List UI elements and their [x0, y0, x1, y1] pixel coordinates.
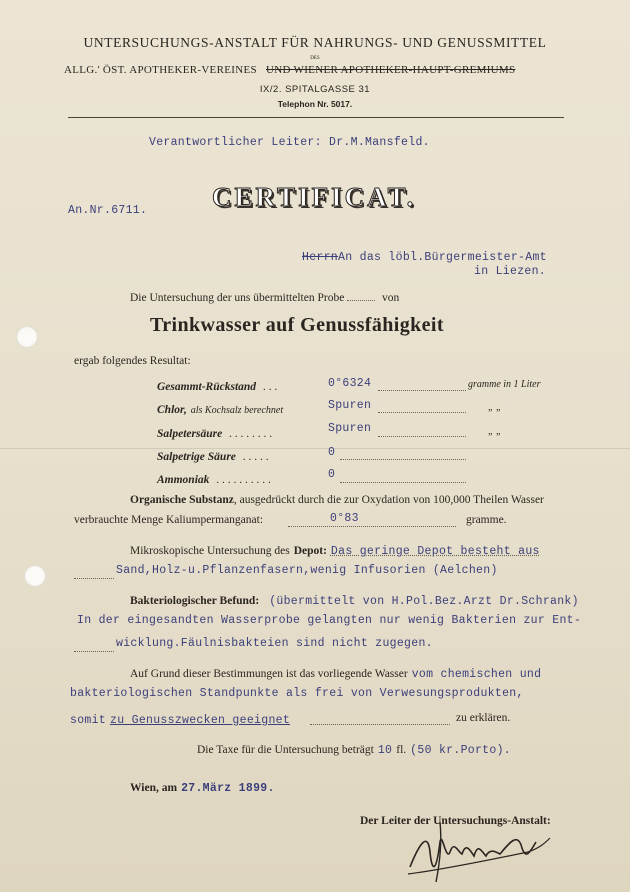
micro-line1 — [130, 541, 540, 559]
fee-prefix: Die Taxe für die Untersuchung beträgt — [197, 744, 374, 756]
result-value: 0 — [328, 468, 336, 481]
association-text: ALLG.' ÖST. APOTHEKER-VEREINES — [64, 64, 257, 76]
result-row: Gesammt-Rückstand . . . — [157, 381, 278, 393]
bact-colon: : — [255, 595, 260, 607]
result-row: Salpetrige Säure . . . . . — [157, 451, 269, 463]
dot-leader — [378, 378, 466, 396]
intro-text — [130, 290, 399, 304]
fee-currency: fl. — [396, 744, 407, 756]
result-label: Salpetrige Säure — [157, 451, 236, 463]
fee-line — [197, 740, 511, 758]
organic-label: Organische Substanz — [130, 494, 234, 506]
result-value: 0°6324 — [328, 377, 372, 390]
conclusion-line1 — [130, 664, 541, 682]
bact-line1 — [130, 591, 579, 609]
fold-line — [0, 448, 630, 449]
conclusion-line3 — [70, 710, 290, 728]
dot-leader — [288, 514, 456, 532]
struck-herrn: Herrn — [302, 251, 339, 264]
header-association — [64, 64, 515, 76]
date-prefix: Wien, am — [130, 782, 178, 794]
result-unit: „ „ — [488, 426, 502, 437]
result-row: Salpetersäure . . . . . . . . — [157, 428, 273, 440]
recipient-line1 — [302, 247, 547, 265]
sample-subject: Trinkwasser auf Genussfähigkeit — [150, 314, 444, 336]
result-note: als Kochsalz berechnet — [190, 405, 284, 416]
conclusion-suffix: zu erklären. — [456, 712, 511, 724]
punch-hole — [24, 565, 46, 587]
conclusion-verdict: zu Genusszwecken geeignet — [110, 714, 291, 727]
result-intro: ergab folgendes Resultat: — [74, 355, 191, 367]
micro-text1: Das geringe Depot besteht aus — [330, 545, 540, 558]
an-number: An.Nr.6711. — [68, 204, 148, 217]
result-value: Spuren — [328, 399, 372, 412]
result-row: Ammoniak . . . . . . . . . . — [157, 474, 271, 486]
bact-line3: wicklung.Fäulnisbakteien sind nicht zugegen. — [116, 637, 433, 650]
dot-leader — [340, 447, 466, 465]
struck-gremium: UND WIENER APOTHEKER-HAUPT-GREMIUMS — [265, 64, 516, 76]
dot-leader — [74, 639, 114, 657]
organic-value: 0°83 — [330, 512, 359, 525]
conclusion-line2: bakteriologischen Standpunkte als frei von Verwesungsprodukten, — [70, 687, 524, 700]
dot-leader — [340, 470, 466, 488]
recipient-text: An das löbl.Bürgermeister-Amt — [338, 251, 547, 264]
micro-prefix: Mikroskopische Untersuchung des — [130, 545, 290, 557]
punch-hole — [16, 326, 38, 348]
bact-line2: In der eingesandten Wasserprobe gelangten nur wenig Bakterien zur Ent- — [77, 614, 582, 627]
micro-line2: Sand,Holz-u.Pflanzenfasern,wenig Infusorien (Aelchen) — [116, 564, 498, 577]
header-des: DES — [310, 56, 320, 61]
bact-text1: (übermittelt von H.Pol.Bez.Arzt Dr.Schrank) — [269, 595, 579, 608]
institute-title: UNTERSUCHUNGS-ANSTALT FÜR NAHRUNGS- UND GENUSSMITTEL — [83, 35, 547, 50]
intro-von: von — [382, 292, 400, 304]
result-unit: „ „ — [488, 402, 502, 413]
leader-line: Verantwortlicher Leiter: Dr.M.Mansfeld. — [149, 136, 430, 149]
micro-depot-label: Depot: — [293, 545, 327, 557]
result-unit: gramme in 1 Liter — [468, 379, 541, 390]
result-row — [157, 400, 283, 418]
header-phone: Telephon Nr. 5017. — [277, 99, 353, 109]
conclusion-somit: somit — [70, 714, 107, 727]
signature-label: Der Leiter der Untersuchungs-Anstalt: — [360, 815, 551, 827]
result-value: Spuren — [328, 422, 372, 435]
result-label: Chlor, — [157, 404, 187, 416]
result-label: Salpetersäure — [157, 428, 223, 440]
organic-text: , ausgedrückt durch die zur Oxydation von 100,000 Theilen Wasser — [233, 494, 544, 506]
signature-image — [400, 812, 570, 887]
header-address: IX/2. SPITALGASSE 31 — [259, 84, 371, 95]
bact-label: Bakteriologischer Befund — [130, 595, 256, 607]
conclusion-t1: vom chemischen und — [411, 668, 542, 681]
result-label: Gesammt-Rückstand — [157, 381, 257, 393]
organic-line1 — [130, 494, 544, 506]
dot-leader — [310, 712, 450, 730]
header-rule — [68, 117, 564, 118]
fee-value: 10 — [377, 744, 393, 757]
fee-porto: (50 kr.Porto). — [410, 744, 511, 757]
date-value: 27.März 1899. — [181, 782, 275, 795]
result-label: Ammoniak — [157, 474, 210, 486]
recipient-line2: in Liezen. — [474, 265, 547, 278]
certificate-title: CERTIFICAT. — [212, 182, 417, 212]
organic-line2: verbrauchte Menge Kaliumpermanganat: — [74, 514, 264, 526]
result-value: 0 — [328, 446, 336, 459]
dot-leader — [74, 566, 114, 584]
organic-unit: gramme. — [466, 514, 507, 526]
dot-leader — [378, 400, 466, 418]
intro-sentence: Die Untersuchung der uns übermittelten Probe — [130, 292, 345, 304]
dot-leader — [378, 424, 466, 442]
date-line — [130, 778, 275, 796]
conclusion-prefix: Auf Grund dieser Bestimmungen ist das vorliegende Wasser — [130, 668, 408, 680]
